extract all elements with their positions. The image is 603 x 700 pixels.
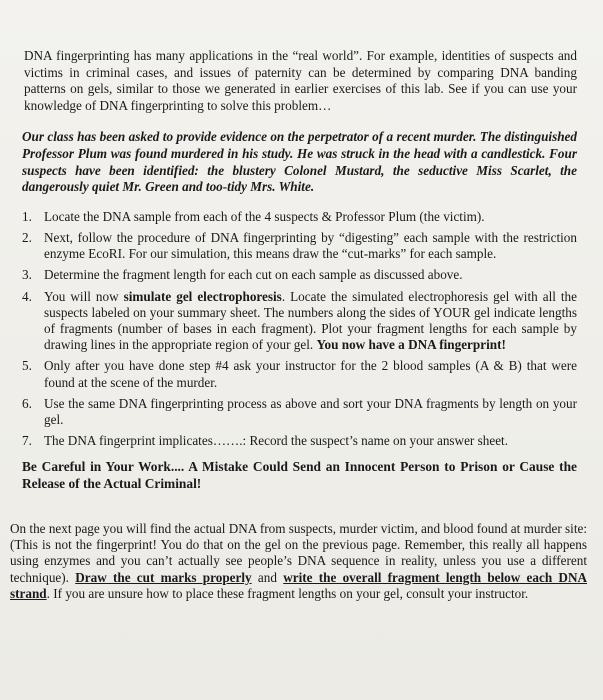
- step-text-bold: You now have a DNA fingerprint!: [316, 337, 506, 353]
- step-text: Only after you have done step #4 ask your instructor for the 2 blood samples (A & B) that were found at the scene of the murder.: [44, 358, 577, 390]
- step-text: Use the same DNA fingerprinting process as above and sort your DNA fragments by length on your gel.: [44, 395, 577, 427]
- fragment-length-instruction: write the overall fragment length below each DNA strand: [10, 569, 588, 602]
- list-item: [22, 433, 577, 449]
- case-description: Our class has been asked to provide evidence on the perpetrator of a recent murder. The distinguished Professor Plum was found murdered in his study. He was struck in the head with a candlestick. Four suspects have been identified: the blustery Colonel Mustard, the seductive Miss Scarlet, the dangerously quiet Mr. Green and too-tidy Mrs. White.: [22, 129, 577, 195]
- list-item: [22, 289, 577, 354]
- step-number: 1.: [22, 208, 32, 224]
- list-item: [22, 267, 577, 283]
- intro-paragraph: DNA fingerprinting has many applications in the “real world”. For example, identities of suspects and victims in criminal cases, and issues of paternity can be determined by comparing DNA banding patterns on gels, similar to those we generated in earlier exercises of this lab. See if you can use your knowledge of DNA fingerprinting to solve this problem…: [24, 48, 577, 113]
- step-number: 7.: [22, 433, 32, 449]
- step-number: 2.: [22, 229, 32, 245]
- list-item: [22, 209, 577, 225]
- step-number: 6.: [22, 395, 32, 411]
- step-text-bold: simulate gel electrophoresis: [123, 288, 282, 304]
- step-text: Next, follow the procedure of DNA fingerprinting by “digesting” each sample with the restriction enzyme EcoRI. For our simulation, this means draw the “cut-marks” for each sample.: [44, 229, 577, 262]
- step-text-part: You will now: [44, 288, 124, 304]
- steps-list: [22, 209, 577, 450]
- list-item: [22, 230, 577, 262]
- step-number: 4.: [22, 288, 32, 304]
- list-item: [22, 358, 577, 390]
- step-text: [44, 289, 577, 354]
- next-page-paragraph: [10, 521, 587, 603]
- next-text-part: and: [251, 569, 284, 585]
- warning-text: Be Careful in Your Work.... A Mistake Could Send an Innocent Person to Prison or Cause the Release of the Actual Criminal!: [22, 459, 577, 491]
- step-text: Determine the fragment length for each cut on each sample as discussed above.: [44, 267, 463, 283]
- step-text: The DNA fingerprint implicates…….: Record the suspect’s name on your answer sheet.: [44, 433, 509, 449]
- step-number: 3.: [22, 267, 32, 283]
- next-text-part: . If you are unsure how to place these fragment lengths on your gel, consult your instructor.: [46, 586, 529, 602]
- next-text-part: On the next page you will find the actual DNA from suspects, murder victim, and blood found at murder site: (This is not the fingerprint! You do that on the gel on the previous page. Remember, this really all happens using enzymes and you can’t actually see people’s DNA sequence in reality, unless you use a different technique).: [10, 520, 587, 585]
- step-number: 5.: [22, 358, 32, 374]
- cut-marks-instruction: Draw the cut marks properly: [75, 569, 252, 585]
- step-text: Locate the DNA sample from each of the 4 suspects & Professor Plum (the victim).: [44, 208, 485, 224]
- step-text-part: . Locate the simulated electrophoresis gel with all the suspects labeled on your summary sheet. The numbers along the sides of YOUR gel indicate lengths of fragments (number of bases in each fragment). Plot your fragment lengths for each sample by drawing lines in the appropriate region of your gel.: [44, 288, 577, 353]
- list-item: [22, 396, 577, 428]
